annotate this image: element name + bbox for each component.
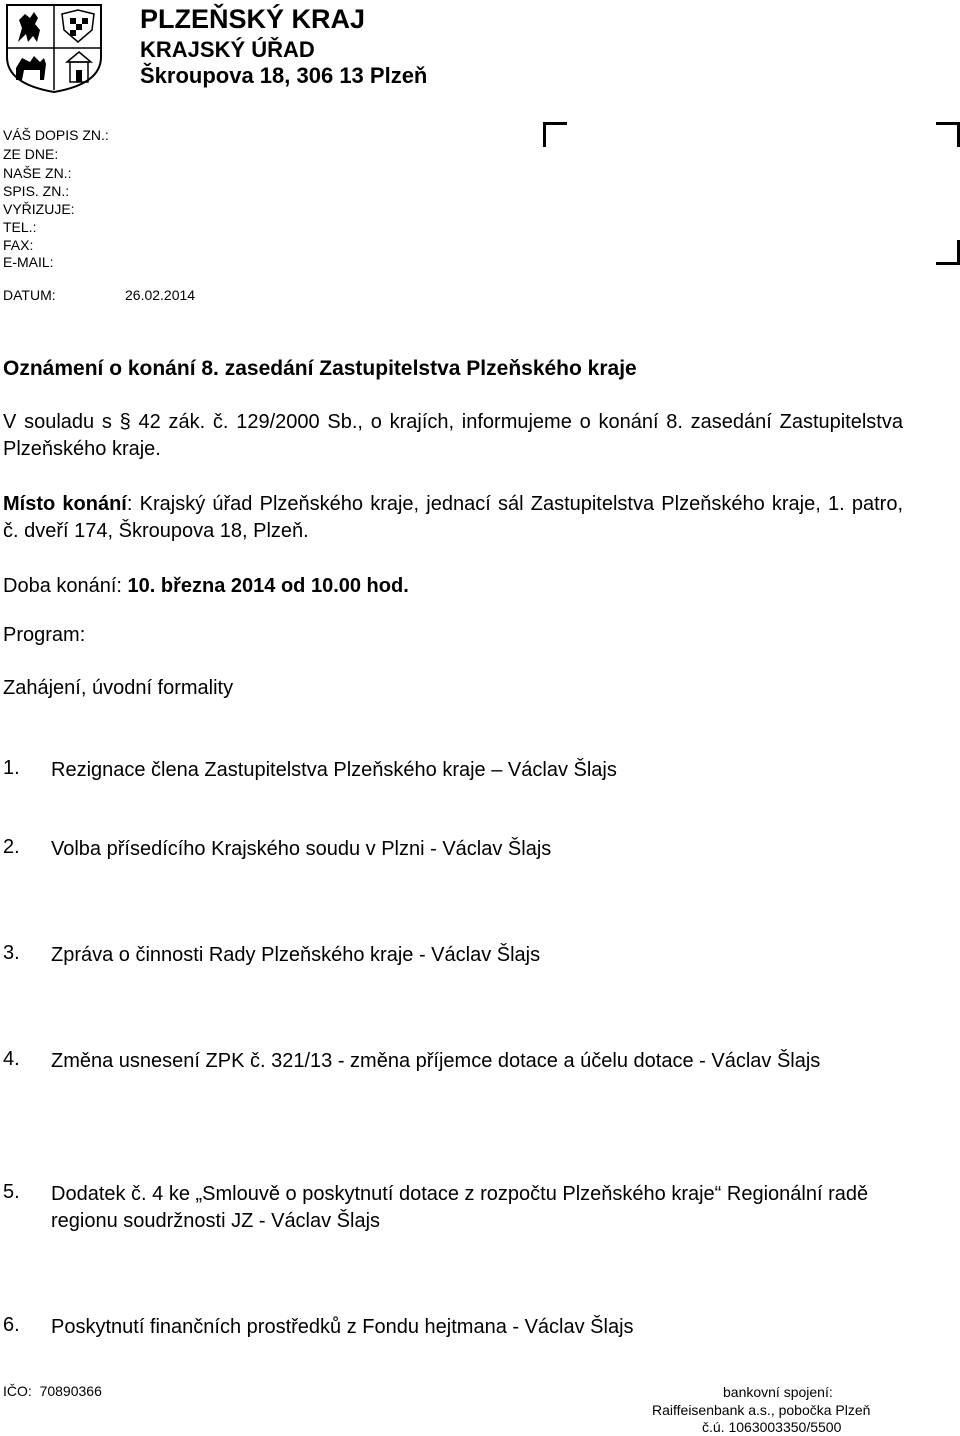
footer-ico xyxy=(3,1383,102,1399)
bank-name: Raiffeisenbank a.s., pobočka Plzeň xyxy=(652,1402,871,1418)
ico-label: IČO: xyxy=(3,1383,32,1399)
date-label: DATUM: xyxy=(3,287,56,303)
ref-date-of: ZE DNE: xyxy=(3,146,59,162)
ref-email: E-MAIL: xyxy=(3,254,54,270)
program-item: Rezignace člena Zastupitelstva Plzeňského kraje – Václav Šlajs xyxy=(51,759,617,781)
ref-handled-by: VYŘIZUJE: xyxy=(3,201,75,217)
address-corner-mark xyxy=(936,122,960,147)
program-item-number: 6. xyxy=(3,1314,20,1336)
program-item-number: 3. xyxy=(3,942,20,964)
program-item: Dodatek č. 4 ke „Smlouvě o poskytnutí dotace z rozpočtu Plzeňského kraje“ Regionální radě regionu soudržnosti JZ - Václav Šlajs xyxy=(51,1183,869,1232)
intro-paragraph: V souladu s § 42 zák. č. 129/2000 Sb., o krajích, informujeme o konání 8. zasedání Zastupitelstva Plzeňského kraje. xyxy=(3,411,903,460)
program-item-number: 2. xyxy=(3,836,20,858)
venue-label: Místo konání xyxy=(3,493,127,515)
program-item-number: 1. xyxy=(3,757,20,779)
program-item-number: 5. xyxy=(3,1181,20,1203)
region-name: PLZEŇSKÝ KRAJ xyxy=(140,4,366,34)
program-opening: Zahájení, úvodní formality xyxy=(3,677,234,699)
program-item: Volba přísedícího Krajského soudu v Plzni - Václav Šlajs xyxy=(51,838,552,860)
coat-of-arms-icon xyxy=(4,2,104,94)
bank-account: č.ú. 1063003350/5500 xyxy=(702,1419,842,1435)
meeting-time xyxy=(3,575,409,598)
time-label: Doba konání: xyxy=(3,575,128,597)
ico-value: 70890366 xyxy=(39,1383,102,1399)
program-item: Zpráva o činnosti Rady Plzeňského kraje - Václav Šlajs xyxy=(51,944,541,966)
date-value: 26.02.2014 xyxy=(125,287,196,303)
document-title: Oznámení o konání 8. zasedání Zastupitelstva Plzeňského kraje xyxy=(3,357,637,380)
ref-fax: FAX: xyxy=(3,237,34,253)
office-address: Škroupova 18, 306 13 Plzeň xyxy=(140,63,428,88)
ref-file-ref: SPIS. ZN.: xyxy=(3,183,70,199)
time-value: 10. března 2014 od 10.00 hod. xyxy=(127,575,409,597)
ref-your-letter: VÁŠ DOPIS ZN.: xyxy=(3,127,109,143)
address-corner-mark xyxy=(936,240,960,265)
venue-paragraph xyxy=(3,491,903,545)
office-name: KRAJSKÝ ÚŘAD xyxy=(140,37,315,62)
program-item-number: 4. xyxy=(3,1048,20,1070)
ref-our-ref: NAŠE ZN.: xyxy=(3,165,72,181)
program-item: Změna usnesení ZPK č. 321/13 - změna příjemce dotace a účelu dotace - Václav Šlajs xyxy=(51,1050,821,1072)
ref-phone: TEL.: xyxy=(3,219,37,235)
address-corner-mark xyxy=(543,122,567,147)
program-item: Poskytnutí finančních prostředků z Fondu hejtmana - Václav Šlajs xyxy=(51,1316,634,1338)
bank-label: bankovní spojení: xyxy=(723,1384,833,1400)
venue-text: : Krajský úřad Plzeňského kraje, jednací sál Zastupitelstva Plzeňského kraje, 1. patro, č. dveří 174, Škroupova 18, Plzeň. xyxy=(3,493,904,542)
program-label: Program: xyxy=(3,624,86,646)
